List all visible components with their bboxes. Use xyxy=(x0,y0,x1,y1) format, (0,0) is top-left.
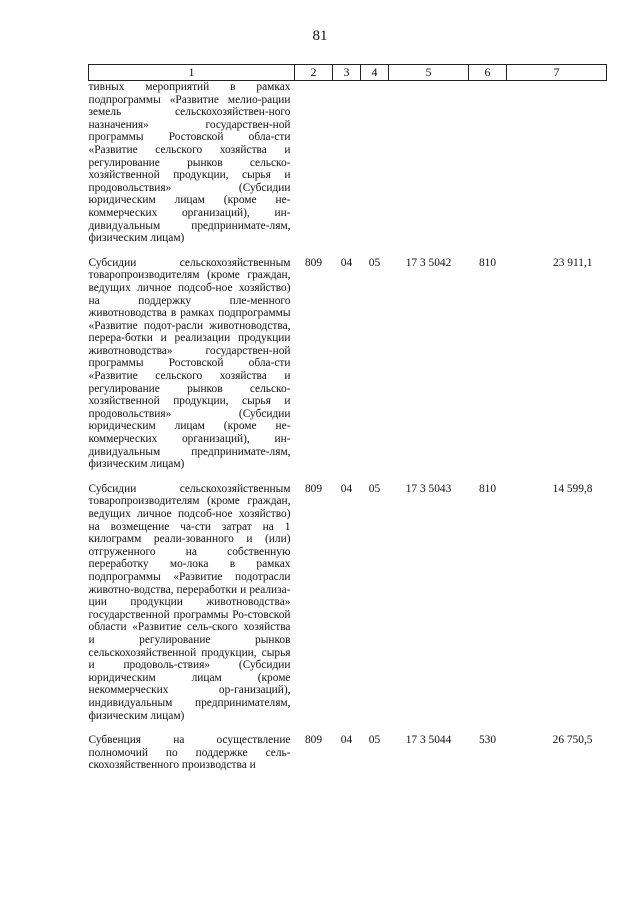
row-code-4 xyxy=(361,81,389,245)
column-header-7: 7 xyxy=(507,65,607,81)
table-row xyxy=(89,483,607,722)
row-spacer xyxy=(89,722,607,734)
column-header-5: 5 xyxy=(389,65,469,81)
table-row xyxy=(89,734,607,772)
column-header-3: 3 xyxy=(333,65,361,81)
row-description: Субвенция на осуществление полномочий по поддержке сель-скохозяйственного производства и xyxy=(88,734,291,772)
row-amount xyxy=(507,81,607,245)
row-amount: 26 750,5 xyxy=(552,734,593,747)
row-code-2: 809 xyxy=(304,734,323,747)
table-row xyxy=(89,81,607,245)
row-description: тивных мероприятий в рамках подпрограммы «Развитие мелио-рации земель сельскохозяйствен-ного назначения» государствен-ной программы Ростовской обла-сти «Развитие сельского хозяйства и регулирование рынков сельско-хозяйственной продукции, сырья и продовольствия» (Субсидии юридическим лицам (кроме не-коммерческих организаций), ин-дивидуальным предпринимате-лям, физическим лицам) xyxy=(88,81,291,245)
row-code-6 xyxy=(469,81,507,245)
row-amount: 14 599,8 xyxy=(552,482,593,495)
table-row xyxy=(89,257,607,471)
row-code-6: 810 xyxy=(478,256,497,269)
budget-table xyxy=(88,64,607,772)
row-code-5: 17 3 5044 xyxy=(405,734,452,747)
row-code-4: 05 xyxy=(368,482,381,495)
column-header-4: 4 xyxy=(361,65,389,81)
row-code-6: 810 xyxy=(478,482,497,495)
row-code-4: 05 xyxy=(368,734,381,747)
row-code-3: 04 xyxy=(340,482,353,495)
row-code-3: 04 xyxy=(340,256,353,269)
row-code-5: 17 3 5043 xyxy=(405,482,452,495)
row-spacer xyxy=(89,471,607,483)
row-code-3: 04 xyxy=(340,734,353,747)
row-code-2 xyxy=(295,81,333,245)
row-description: Субсидии сельскохозяйственным товаропроизводителям (кроме граждан, ведущих личное подсоб-ное хозяйство) на возмещение ча-сти затрат на 1 килограмм реали-зованного и (или) отгруженного на собственную переработку мо-лока в рамках подпрограммы «Развитие подотрасли животно-водства, переработки и реализа-ции продукции животноводства» государственной программы Ро-стовской области «Развитие сель-ского хозяйства и регулирование рынков сельскохозяйственной продукции, сырья и продоволь-ствия» (Субсидии юридическим лицам (кроме некоммерческих ор-ганизаций), индивидуальным предпринимателям, физическим лицам) xyxy=(88,482,291,722)
column-header-2: 2 xyxy=(295,65,333,81)
row-code-4: 05 xyxy=(368,256,381,269)
row-spacer xyxy=(89,245,607,257)
row-code-6: 530 xyxy=(478,734,497,747)
row-code-5: 17 3 5042 xyxy=(405,256,452,269)
column-header-1: 1 xyxy=(89,65,295,81)
row-code-3 xyxy=(333,81,361,245)
row-code-2: 809 xyxy=(304,256,323,269)
row-code-5 xyxy=(389,81,469,245)
row-amount: 23 911,1 xyxy=(553,256,593,269)
column-header-6: 6 xyxy=(469,65,507,81)
page-number: 81 xyxy=(312,28,328,44)
row-description: Субсидии сельскохозяйственным товаропроизводителям (кроме граждан, ведущих личное подсоб-ное хозяйство) на поддержку пле-менного животноводства в рамках подпрограммы «Развитие подот-расли животноводства, перера-ботки и реализации продукции животноводства» государствен-ной программы Ростовской обла-сти «Развитие сельского хозяйства и регулирование рынков сельско-хозяйственной продукции, сырья и продовольствия» (Субсидии юридическим лицам (кроме не-коммерческих организаций), ин-дивидуальным предпринимате-лям, физическим лицам) xyxy=(88,256,291,471)
table-header-row xyxy=(89,65,607,81)
row-code-2: 809 xyxy=(304,482,323,495)
